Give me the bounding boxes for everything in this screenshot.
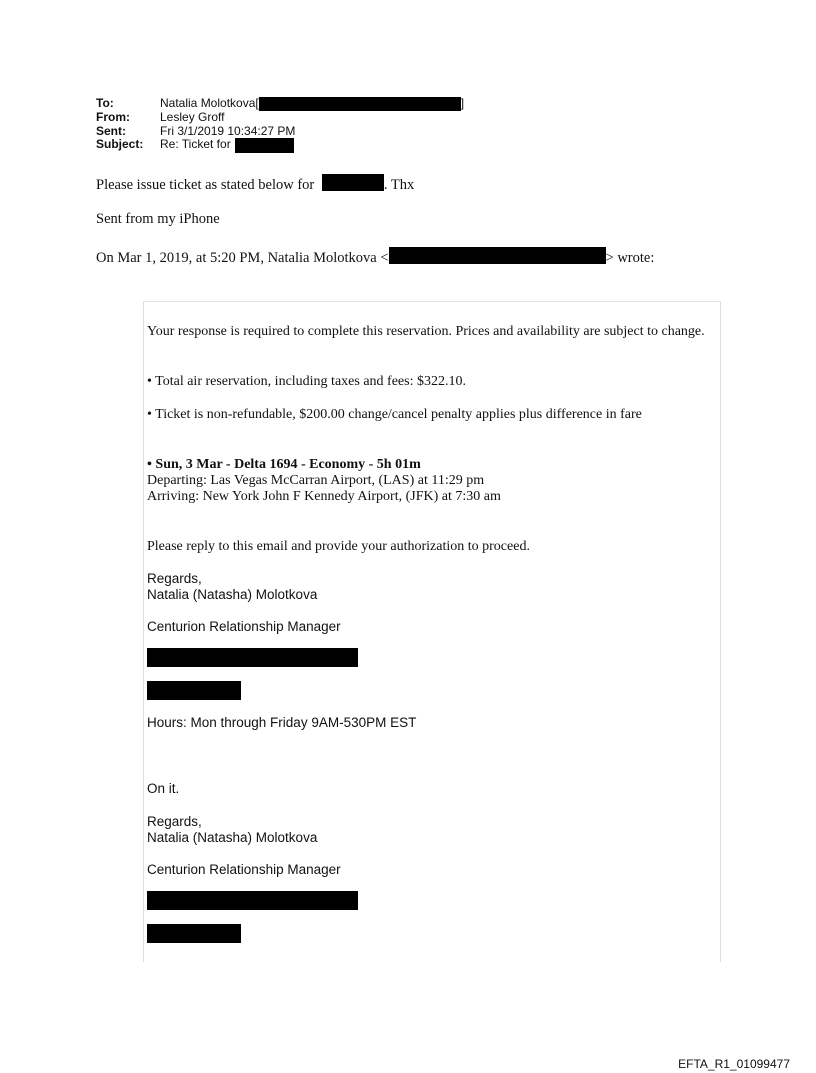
redaction-sender-email — [389, 247, 606, 264]
redaction-phone-1 — [147, 681, 241, 700]
iphone-signature: Sent from my iPhone — [96, 211, 220, 227]
redaction-to-email — [259, 97, 461, 111]
reply-text-after: . Thx — [383, 177, 415, 193]
subject-value: Re: Ticket for — [160, 137, 231, 152]
sent-row — [96, 125, 464, 139]
signature-title-1: Centurion Relationship Manager — [147, 619, 341, 634]
quote-intro — [96, 247, 654, 267]
subject-label: Subject: — [96, 137, 144, 152]
to-row — [96, 97, 464, 111]
flight-title: • Sun, 3 Mar - Delta 1694 - Economy - 5h 01m — [147, 457, 421, 472]
quoted-bullet-refund: • Ticket is non-refundable, $200.00 change/cancel penalty applies plus difference in fare — [147, 407, 642, 422]
document-id: EFTA_R1_01099477 — [678, 1057, 790, 1071]
redaction-contact-1 — [147, 648, 358, 667]
business-hours: Hours: Mon through Friday 9AM-530PM EST — [147, 715, 417, 730]
on-it-text: On it. — [147, 781, 180, 796]
regards-1: Regards, — [147, 571, 202, 586]
to-close: ] — [460, 96, 465, 110]
reply-line — [96, 174, 414, 194]
quoted-intro: Your response is required to complete this reservation. Prices and availability are subject to change. — [147, 324, 705, 339]
sent-value: Fri 3/1/2019 10:34:27 PM — [160, 123, 296, 138]
to-label: To: — [96, 96, 114, 110]
signature-title-2: Centurion Relationship Manager — [147, 862, 341, 877]
quote-intro-after: > wrote: — [605, 250, 655, 266]
sent-label: Sent: — [96, 123, 126, 138]
redaction-subject — [235, 138, 294, 153]
flight-arriving: Arriving: New York John F Kennedy Airport, (JFK) at 7:30 am — [147, 489, 501, 504]
reply-request: Please reply to this email and provide your authorization to proceed. — [147, 539, 530, 554]
redaction-contact-2 — [147, 891, 358, 910]
subject-row — [96, 138, 464, 153]
signature-name-1: Natalia (Natasha) Molotkova — [147, 587, 318, 602]
quote-intro-before: On Mar 1, 2019, at 5:20 PM, Natalia Molotkova < — [96, 250, 389, 266]
quoted-bullet-total: • Total air reservation, including taxes and fees: $322.10. — [147, 374, 466, 389]
regards-2: Regards, — [147, 814, 202, 829]
from-value: Lesley Groff — [160, 110, 225, 124]
redaction-phone-2 — [147, 924, 241, 943]
signature-name-2: Natalia (Natasha) Molotkova — [147, 830, 318, 845]
to-value: Natalia Molotkova[ — [160, 96, 259, 110]
from-row — [96, 111, 464, 125]
reply-text-before: Please issue ticket as stated below for — [96, 177, 315, 193]
flight-departing: Departing: Las Vegas McCarran Airport, (LAS) at 11:29 pm — [147, 473, 485, 488]
email-header — [96, 97, 464, 153]
redaction-reply-name — [322, 174, 384, 191]
from-label: From: — [96, 110, 130, 124]
